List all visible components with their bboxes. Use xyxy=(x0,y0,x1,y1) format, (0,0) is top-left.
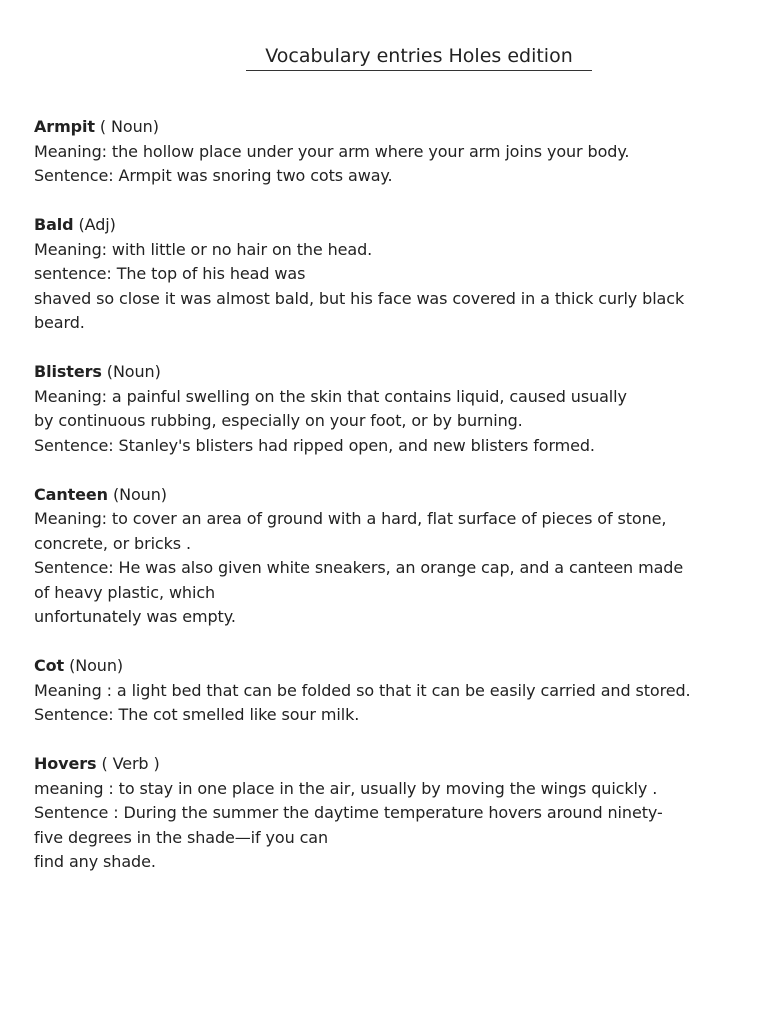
entry-part-of-speech: (Noun) xyxy=(64,656,124,675)
entry-part-of-speech: (Noun) xyxy=(101,362,161,381)
entry-word: Bald xyxy=(34,215,74,234)
entry-heading xyxy=(34,483,749,508)
entry-sentence-continued: beard. xyxy=(34,313,85,332)
entry-meaning: Meaning: a painful swelling on the skin that contains liquid, caused usually xyxy=(34,386,627,406)
entry-sentence-continued: shaved so close it was almost bald, but his face was covered in a thick curly black xyxy=(34,288,685,308)
entry-meaning-continued: by continuous rubbing, especially on your foot, or by burning. xyxy=(34,411,523,430)
entry-part-of-speech: (Adj) xyxy=(73,215,116,234)
vocab-entry-bald xyxy=(34,213,749,336)
entry-heading xyxy=(34,115,749,140)
entry-sentence: Sentence: He was also given white sneakers, an orange cap, and a canteen made xyxy=(34,558,684,577)
entry-sentence-continued: of heavy plastic, which xyxy=(34,582,216,602)
entry-meaning: Meaning: with little or no hair on the head. xyxy=(34,239,373,259)
entry-word: Cot xyxy=(34,656,65,675)
entry-sentence-continued: unfortunately was empty. xyxy=(34,607,236,626)
vocab-entry-hovers xyxy=(34,752,749,875)
entry-sentence-continued: five degrees in the shade—if you can xyxy=(34,827,329,847)
vocab-entry-cot xyxy=(34,654,749,728)
entry-word: Armpit xyxy=(34,117,95,136)
entry-word: Blisters xyxy=(34,362,102,381)
entry-part-of-speech: (Noun) xyxy=(107,484,167,504)
vocab-entry-blisters xyxy=(34,360,749,458)
entry-sentence: Sentence: Armpit was snoring two cots away. xyxy=(34,166,393,185)
entry-word: Hovers xyxy=(34,754,97,773)
entry-sentence: Sentence: Stanley's blisters had ripped open, and new blisters formed. xyxy=(34,435,595,455)
entry-meaning: meaning : to stay in one place in the air, usually by moving the wings quickly . xyxy=(34,778,658,798)
vocab-entry-armpit xyxy=(34,115,749,189)
entry-heading xyxy=(34,654,749,679)
entry-sentence: Sentence: The cot smelled like sour milk. xyxy=(34,705,360,724)
document-title: Vocabulary entries Holes edition xyxy=(246,43,592,71)
vocabulary-entries xyxy=(34,115,749,899)
entry-meaning-continued: concrete, or bricks . xyxy=(34,533,191,553)
entry-sentence: Sentence : During the summer the daytime temperature hovers around ninety- xyxy=(34,803,663,822)
entry-sentence: sentence: The top of his head was xyxy=(34,264,306,283)
entry-part-of-speech: ( Verb ) xyxy=(96,754,160,773)
entry-heading xyxy=(34,213,749,238)
entry-part-of-speech: ( Noun) xyxy=(94,117,159,136)
entry-meaning: Meaning: to cover an area of ground with a hard, flat surface of pieces of stone, xyxy=(34,509,667,528)
entry-word: Canteen xyxy=(34,484,108,504)
entry-heading xyxy=(34,360,749,385)
entry-heading xyxy=(34,752,749,777)
entry-meaning: Meaning: the hollow place under your arm where your arm joins your body. xyxy=(34,141,630,161)
vocab-entry-canteen xyxy=(34,483,749,630)
entry-sentence-continued: find any shade. xyxy=(34,852,156,871)
entry-meaning: Meaning : a light bed that can be folded so that it can be easily carried and stored. xyxy=(34,680,691,700)
